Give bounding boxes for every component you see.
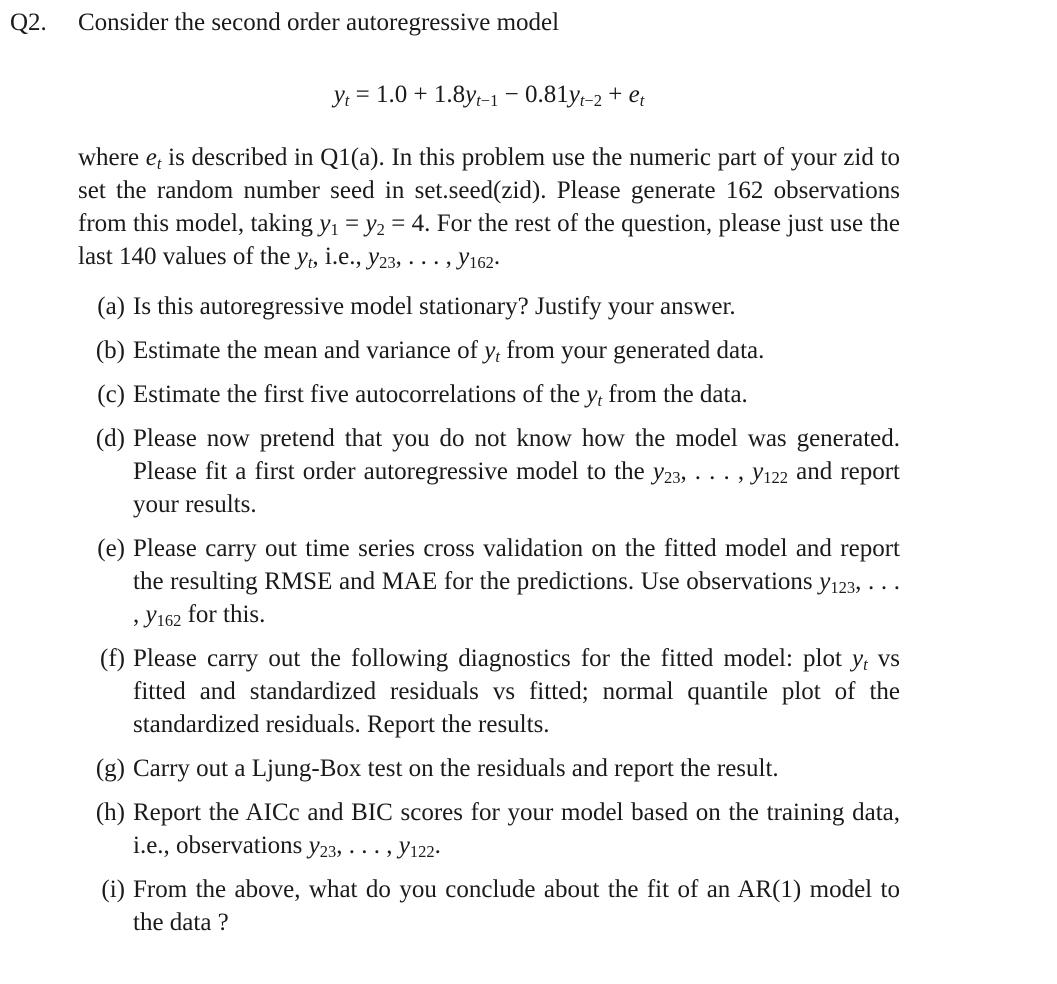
model-equation: $y_t = 1.0 + 1.8y_{t-1} - 0.81y_{t-2} + e_t$ [333, 81, 645, 111]
item-label: (b) [95, 337, 125, 364]
question-item-f [78, 642, 900, 741]
question-item-d [78, 422, 900, 521]
item-label: (g) [95, 755, 125, 782]
question-item-b [78, 334, 900, 367]
question-item-a [78, 290, 900, 323]
item-label: (e) [97, 535, 125, 562]
item-text: Please carry out time series cross validation on the fitted model and report the resulting RMSE and MAE for the predictions. Use observations $y_{123}$, . . . , $y_{162}$ for this. [133, 535, 900, 631]
item-label: (a) [97, 293, 125, 320]
question-items [78, 290, 900, 939]
question-item-g [78, 752, 900, 785]
item-label: (h) [95, 799, 125, 826]
item-text: Please carry out the following diagnostics for the fitted model: plot $y_t$ vs fitted and standardized residuals vs fitted; normal quantile plot of the standardized residuals. Report the results. [133, 645, 900, 738]
item-text: Is this autoregressive model stationary? Justify your answer. [133, 293, 736, 320]
item-text: From the above, what do you conclude about the fit of an AR(1) model to the data ? [133, 876, 900, 936]
item-label: (i) [101, 876, 125, 903]
item-text: Estimate the first five autocorrelations of the $y_t$ from the data. [133, 381, 748, 411]
question-header [10, 6, 900, 39]
item-text: Estimate the mean and variance of $y_t$ from your generated data. [133, 337, 765, 367]
question-number: Q2. [10, 9, 47, 36]
question-item-e [78, 532, 900, 631]
question-title: Consider the second order autoregressive model [78, 9, 560, 36]
question-item-i [78, 873, 900, 939]
item-text: Report the AICc and BIC scores for your model based on the training data, i.e., observations $y_{23}$, . . . , $y_{122}$. [133, 799, 900, 862]
question-item-h [78, 796, 900, 862]
item-text: Carry out a Ljung-Box test on the residuals and report the result. [133, 755, 779, 782]
item-label: (c) [97, 381, 125, 408]
question-item-c [78, 378, 900, 411]
item-label: (f) [100, 645, 125, 672]
item-text: Please now pretend that you do not know how the model was generated. Please fit a first order autoregressive model to the $y_{23}$, . . . , $y_{122}$ and report your results. [133, 425, 900, 518]
intro-paragraph: where $e_t$ is described in Q1(a). In this problem use the numeric part of your zid to set the random number seed in set.seed(zid). Please generate 162 observations from this model, taking $y_1 = y_2 = 4$. For the rest of the question, please just use the last 140 values of the $y_t$, i.e., $y_{23}$, . . . , $y_{162}$. [78, 144, 900, 273]
item-label: (d) [95, 425, 125, 452]
